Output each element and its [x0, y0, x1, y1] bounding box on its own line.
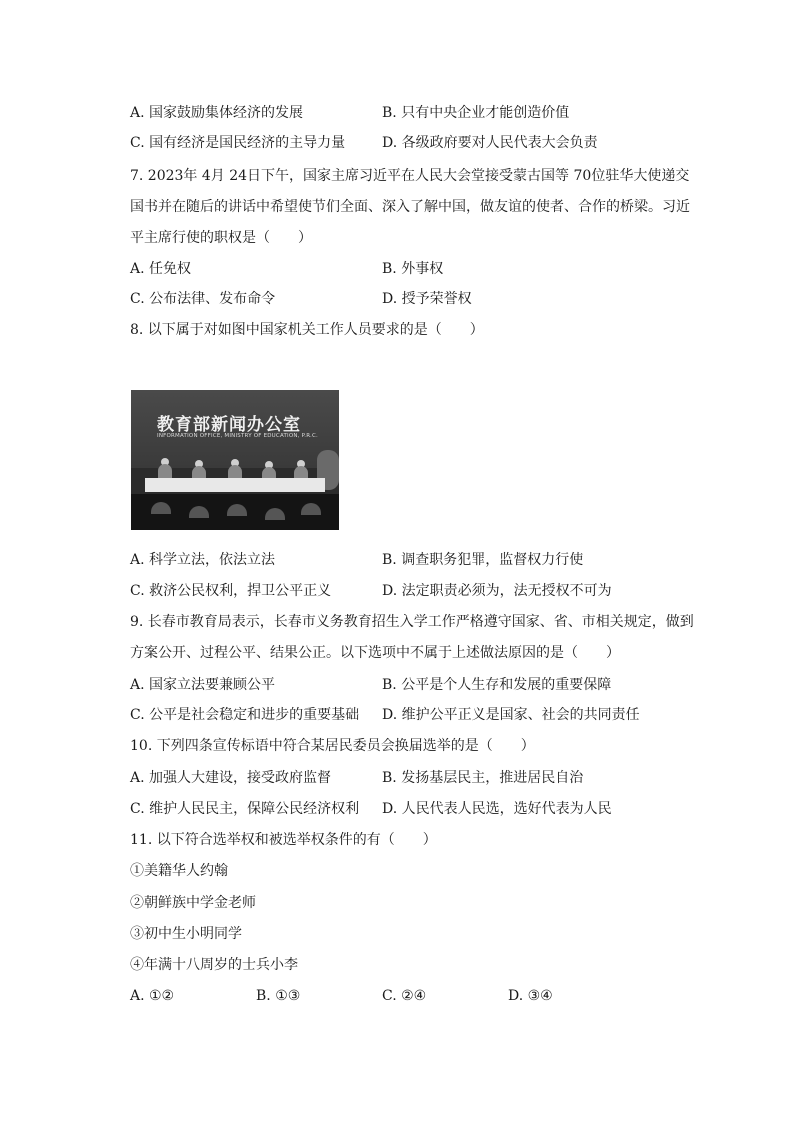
q10-option-b: B. 发扬基层民主，推进居民自治 [382, 770, 584, 786]
q10-option-a: A. 加强人大建设，接受政府监督 [130, 770, 332, 786]
q8-option-d: D. 法定职责必须为，法无授权不可为 [382, 583, 612, 599]
q9-option-d: D. 维护公平正义是国家、社会的共同责任 [382, 707, 640, 723]
q10-option-d: D. 人民代表人民选，选好代表为人民 [382, 801, 612, 817]
q9-option-a: A. 国家立法要兼顾公平 [130, 677, 276, 693]
q7-stem-line-2: 国书并在随后的讲话中希望使节们全面、深入了解中国，做友谊的使者、合作的桥梁。习近 [130, 199, 690, 215]
q7-option-c: C. 公布法律、发布命令 [130, 291, 276, 307]
q11-option-b: B. ①③ [256, 988, 301, 1004]
q9-option-b: B. 公平是个人生存和发展的重要保障 [382, 677, 612, 693]
q11-item-4: ④年满十八周岁的士兵小李 [130, 957, 298, 973]
q8-option-c: C. 救济公民权利，捍卫公平正义 [130, 583, 332, 599]
photo-title: 教育部新闻办公室 [157, 415, 301, 435]
q11-item-3: ③初中生小明同学 [130, 926, 242, 942]
q8-stem: 8. 以下属于对如图中国家机关工作人员要求的是（ ） [130, 322, 484, 338]
q9-stem-line-1: 9. 长春市教育局表示，长春市义务教育招生入学工作严格遵守国家、省、市相关规定，做到 [130, 614, 694, 630]
q11-stem: 11. 以下符合选举权和被选举权条件的有（ ） [130, 832, 437, 848]
q7-option-a: A. 任免权 [130, 261, 192, 277]
q11-option-c: C. ②④ [382, 988, 427, 1004]
q11-item-1: ①美籍华人约翰 [130, 863, 228, 879]
press-conference-photo [131, 390, 339, 530]
q7-stem-line-1: 7. 2023年 4月 24日下午，国家主席习近平在人民大会堂接受蒙古国等 70位驻华大使递交 [130, 168, 690, 184]
q7-stem-line-3: 平主席行使的职权是（ ） [130, 230, 312, 246]
q6-option-b: B. 只有中央企业才能创造价值 [382, 105, 570, 121]
q7-option-b: B. 外事权 [382, 261, 444, 277]
q8-option-b: B. 调查职务犯罪，监督权力行使 [382, 552, 584, 568]
q7-option-d: D. 授予荣誉权 [382, 291, 472, 307]
q9-stem-line-2: 方案公开、过程公平、结果公正。以下选项中不属于上述做法原因的是（ ） [130, 645, 620, 661]
photo-subtitle: INFORMATION OFFICE, MINISTRY OF EDUCATION, P.R.C. [157, 433, 318, 439]
q6-option-a: A. 国家鼓励集体经济的发展 [130, 105, 304, 121]
q6-option-c: C. 国有经济是国民经济的主导力量 [130, 135, 346, 151]
q8-option-a: A. 科学立法，依法立法 [130, 552, 276, 568]
q11-item-2: ②朝鲜族中学金老师 [130, 895, 256, 911]
q9-option-c: C. 公平是社会稳定和进步的重要基础 [130, 707, 360, 723]
q10-stem: 10. 下列四条宣传标语中符合某居民委员会换届选举的是（ ） [130, 738, 535, 754]
q11-option-d: D. ③④ [508, 988, 553, 1004]
q10-option-c: C. 维护人民民主，保障公民经济权利 [130, 801, 360, 817]
q6-option-d: D. 各级政府要对人民代表大会负责 [382, 135, 598, 151]
q11-option-a: A. ①② [130, 988, 175, 1004]
